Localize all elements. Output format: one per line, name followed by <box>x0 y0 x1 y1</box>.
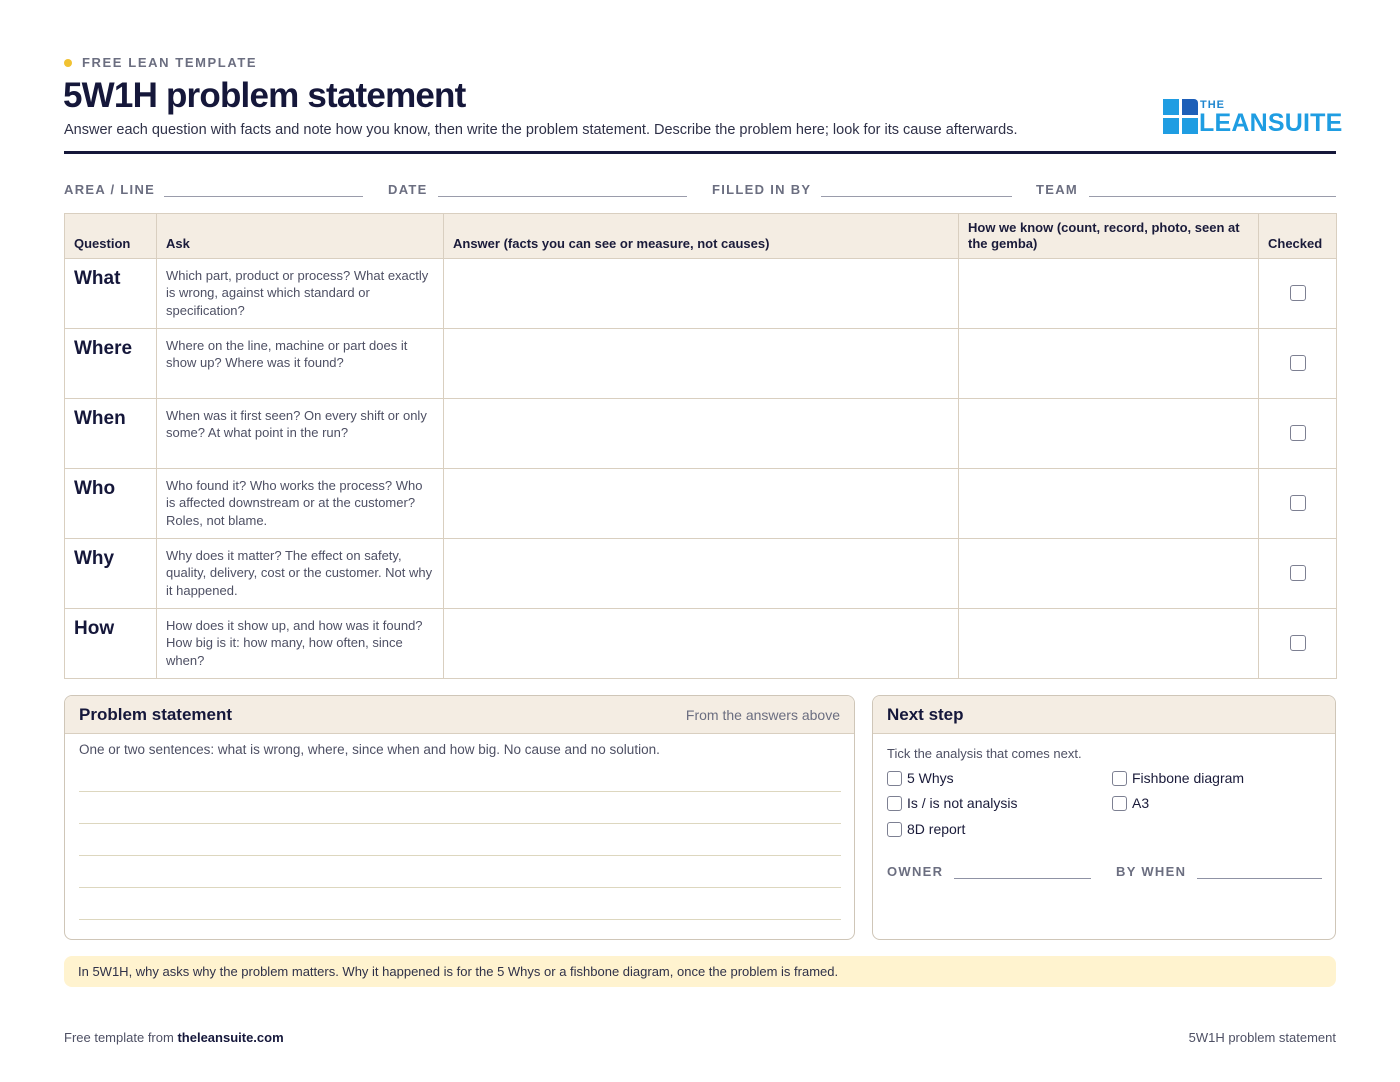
option-label: 5 Whys <box>907 770 954 786</box>
yellow-dot-icon <box>64 59 72 67</box>
writing-line[interactable] <box>79 855 841 856</box>
option-label: Is / is not analysis <box>907 795 1018 811</box>
checked-cell <box>1259 259 1337 329</box>
answer-cell[interactable] <box>444 539 959 609</box>
writing-line[interactable] <box>79 887 841 888</box>
answer-cell[interactable] <box>444 399 959 469</box>
option-label: Fishbone diagram <box>1132 770 1245 786</box>
option-checkbox[interactable] <box>1112 771 1127 786</box>
ask-cell: Who found it? Who works the process? Who is affected downstream or at the customer? Roles, not blame. <box>157 469 444 539</box>
option-8d-report[interactable] <box>887 821 965 837</box>
area-label: AREA / LINE <box>64 182 156 197</box>
answer-cell[interactable] <box>444 609 959 679</box>
ask-cell: How does it show up, and how was it found? How big is it: how many, how often, since when? <box>157 609 444 679</box>
header-rule <box>64 151 1336 154</box>
next-step-header <box>873 696 1335 734</box>
table-row <box>65 329 1337 399</box>
table-row <box>65 469 1337 539</box>
checked-cell <box>1259 609 1337 679</box>
how-we-know-cell[interactable] <box>959 399 1259 469</box>
logo-square-icon <box>1163 99 1179 115</box>
logo-the: THE <box>1200 99 1225 111</box>
how-we-know-cell[interactable] <box>959 469 1259 539</box>
writing-line[interactable] <box>79 791 841 792</box>
footer-left <box>64 1030 284 1045</box>
footer-prefix: Free template from <box>64 1030 174 1045</box>
question-what: What <box>65 259 157 329</box>
checked-checkbox[interactable] <box>1290 565 1306 581</box>
option-fishbone[interactable] <box>1112 770 1244 786</box>
answer-cell[interactable] <box>444 259 959 329</box>
footer-right: 5W1H problem statement <box>1188 1030 1336 1045</box>
checked-checkbox[interactable] <box>1290 425 1306 441</box>
eyebrow-label: FREE LEAN TEMPLATE <box>82 55 258 70</box>
option-label: A3 <box>1132 795 1150 811</box>
ask-cell: When was it first seen? On every shift or only some? At what point in the run? <box>157 399 444 469</box>
owner-label: OWNER <box>887 864 944 879</box>
answer-cell[interactable] <box>444 469 959 539</box>
next-step-help: Tick the analysis that comes next. <box>887 746 1082 761</box>
footer-site-link[interactable]: theleansuite.com <box>177 1030 284 1045</box>
problem-statement-heading: Problem statement <box>79 704 233 724</box>
logo-name: LEANSUITE <box>1199 109 1343 137</box>
answer-cell[interactable] <box>444 329 959 399</box>
leansuite-logo <box>1163 99 1343 137</box>
ask-cell: Which part, product or process? What exactly is wrong, against which standard or specification? <box>157 259 444 329</box>
5w1h-table <box>64 213 1337 679</box>
filled-by-label: FILLED IN BY <box>712 182 812 197</box>
date-label: DATE <box>388 182 428 197</box>
problem-statement-panel <box>64 695 855 940</box>
question-who: Who <box>65 469 157 539</box>
eyebrow <box>64 55 257 70</box>
option-is-is-not[interactable] <box>887 795 1018 811</box>
page-title: 5W1H problem statement <box>63 76 466 115</box>
ask-cell: Where on the line, machine or part does it show up? Where was it found? <box>157 329 444 399</box>
logo-square-icon <box>1182 118 1198 134</box>
header-answer: Answer (facts you can see or measure, not causes) <box>444 214 959 259</box>
option-checkbox[interactable] <box>887 822 902 837</box>
checked-cell <box>1259 539 1337 609</box>
checked-checkbox[interactable] <box>1290 355 1306 371</box>
problem-statement-help: One or two sentences: what is wrong, where, since when and how big. No cause and no solution. <box>79 742 660 757</box>
table-row <box>65 539 1337 609</box>
next-step-panel <box>872 695 1336 940</box>
table-row <box>65 259 1337 329</box>
page-subtitle: Answer each question with facts and note how you know, then write the problem statement. Describe the problem here; look for its cause afterwards. <box>64 122 1018 138</box>
question-when: When <box>65 399 157 469</box>
ask-cell: Why does it matter? The effect on safety, quality, delivery, cost or the customer. Not why it happened. <box>157 539 444 609</box>
header-checked: Checked <box>1259 214 1337 259</box>
question-why: Why <box>65 539 157 609</box>
table-row <box>65 609 1337 679</box>
next-step-heading: Next step <box>887 704 964 724</box>
option-checkbox[interactable] <box>1112 796 1127 811</box>
writing-line[interactable] <box>79 919 841 920</box>
how-we-know-cell[interactable] <box>959 329 1259 399</box>
option-checkbox[interactable] <box>887 796 902 811</box>
logo-square-icon <box>1182 99 1198 115</box>
date-field[interactable] <box>438 196 687 197</box>
problem-statement-note: From the answers above <box>685 706 840 723</box>
question-where: Where <box>65 329 157 399</box>
header-question: Question <box>65 214 157 259</box>
owner-field[interactable] <box>954 878 1091 879</box>
team-field[interactable] <box>1089 196 1336 197</box>
checked-checkbox[interactable] <box>1290 635 1306 651</box>
by-when-field[interactable] <box>1197 878 1322 879</box>
question-how: How <box>65 609 157 679</box>
tip-text: In 5W1H, why asks why the problem matters. Why it happened is for the 5 Whys or a fishbone diagram, once the problem is framed. <box>78 964 839 979</box>
team-label: TEAM <box>1036 182 1079 197</box>
table-row <box>65 399 1337 469</box>
filled-by-field[interactable] <box>821 196 1012 197</box>
option-label: 8D report <box>907 821 966 837</box>
checked-checkbox[interactable] <box>1290 285 1306 301</box>
checked-checkbox[interactable] <box>1290 495 1306 511</box>
option-checkbox[interactable] <box>887 771 902 786</box>
tip-banner <box>64 956 1336 987</box>
table-header-row <box>65 214 1337 259</box>
logo-square-icon <box>1163 118 1179 134</box>
area-field[interactable] <box>164 196 363 197</box>
checked-cell <box>1259 329 1337 399</box>
option-5-whys[interactable] <box>887 770 954 786</box>
how-we-know-cell[interactable] <box>959 259 1259 329</box>
checked-cell <box>1259 469 1337 539</box>
header-how-we-know: How we know (count, record, photo, seen at the gemba) <box>959 214 1259 259</box>
by-when-label: BY WHEN <box>1116 864 1187 879</box>
writing-line[interactable] <box>79 823 841 824</box>
how-we-know-cell[interactable] <box>959 609 1259 679</box>
header-ask: Ask <box>157 214 444 259</box>
option-a3[interactable] <box>1112 795 1149 811</box>
problem-statement-header <box>65 696 854 734</box>
how-we-know-cell[interactable] <box>959 539 1259 609</box>
checked-cell <box>1259 399 1337 469</box>
